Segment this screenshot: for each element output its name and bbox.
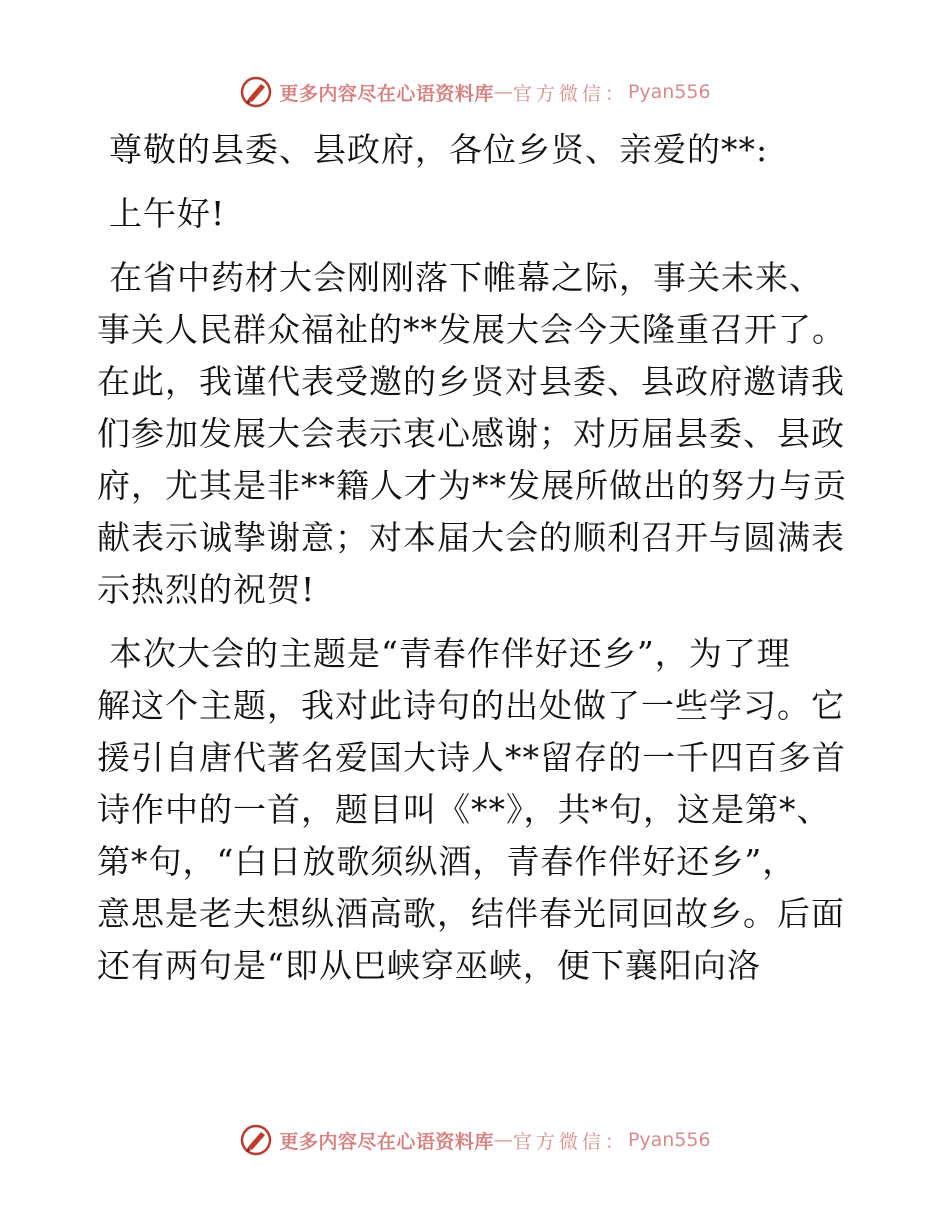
salutation-paragraph bbox=[97, 124, 857, 176]
text-line: 事关人民群众福祉的**发展大会今天隆重召开了。 bbox=[97, 310, 846, 349]
watermark-wechat-id: Pyan556 bbox=[627, 1129, 711, 1151]
text-line: 本次大会的主题是“青春作伴好还乡”，为了理 bbox=[109, 634, 791, 673]
watermark-header bbox=[0, 72, 950, 112]
text-line: 援引自唐代著名爱国大诗人**留存的一千四百多首 bbox=[97, 738, 846, 777]
watermark-dash: — bbox=[493, 1129, 513, 1151]
body-paragraph-2 bbox=[97, 628, 857, 992]
text-line: 府，尤其是非**籍人才为**发展所做出的努力与贡 bbox=[97, 466, 847, 505]
text-line: 尊敬的县委、县政府，各位乡贤、亲爱的**: bbox=[109, 130, 769, 169]
text-line: 解这个主题，我对此诗句的出处做了一些学习。它 bbox=[97, 686, 845, 725]
text-line: 在此，我谨代表受邀的乡贤对县委、县政府邀请我 bbox=[97, 362, 845, 401]
text-line: 还有两句是“即从巴峡穿巫峡，便下襄阳向洛 bbox=[97, 946, 761, 985]
watermark-main-text: 更多内容尽在心语资料库 bbox=[279, 82, 494, 105]
text-line: 们参加发展大会表示衷心感谢；对历届县委、县政 bbox=[97, 414, 845, 453]
text-line: 上午好! bbox=[109, 194, 226, 233]
watermark-dash: — bbox=[493, 81, 513, 103]
watermark-wechat-id: Pyan556 bbox=[627, 81, 711, 103]
text-line: 第*句，“白日放歌须纵酒，青春作伴好还乡”， bbox=[97, 842, 797, 881]
watermark-label: 官方微信 bbox=[512, 82, 605, 105]
body-paragraph-1 bbox=[97, 252, 857, 616]
text-line: 在省中药材大会刚刚落下帷幕之际，事关未来、 bbox=[109, 258, 823, 297]
watermark-main-text: 更多内容尽在心语资料库 bbox=[279, 1130, 494, 1153]
text-line: 献表示诚挚谢意；对本届大会的顺利召开与圆满表 bbox=[97, 518, 845, 557]
watermark-colon: ： bbox=[604, 82, 624, 105]
watermark-footer bbox=[0, 1120, 950, 1160]
text-line: 诗作中的一首，题目叫《**》，共*句，这是第*、 bbox=[97, 790, 831, 829]
text-line: 示热烈的祝贺! bbox=[97, 570, 316, 609]
greeting-paragraph bbox=[97, 188, 857, 240]
watermark-colon: ： bbox=[604, 1130, 624, 1153]
text-line: 意思是老夫想纵酒高歌，结伴春光同回故乡。后面 bbox=[97, 894, 845, 933]
watermark-label: 官方微信 bbox=[512, 1130, 605, 1153]
pen-logo-icon bbox=[239, 75, 273, 109]
pen-logo-icon bbox=[239, 1123, 273, 1157]
document-body bbox=[97, 124, 857, 1004]
